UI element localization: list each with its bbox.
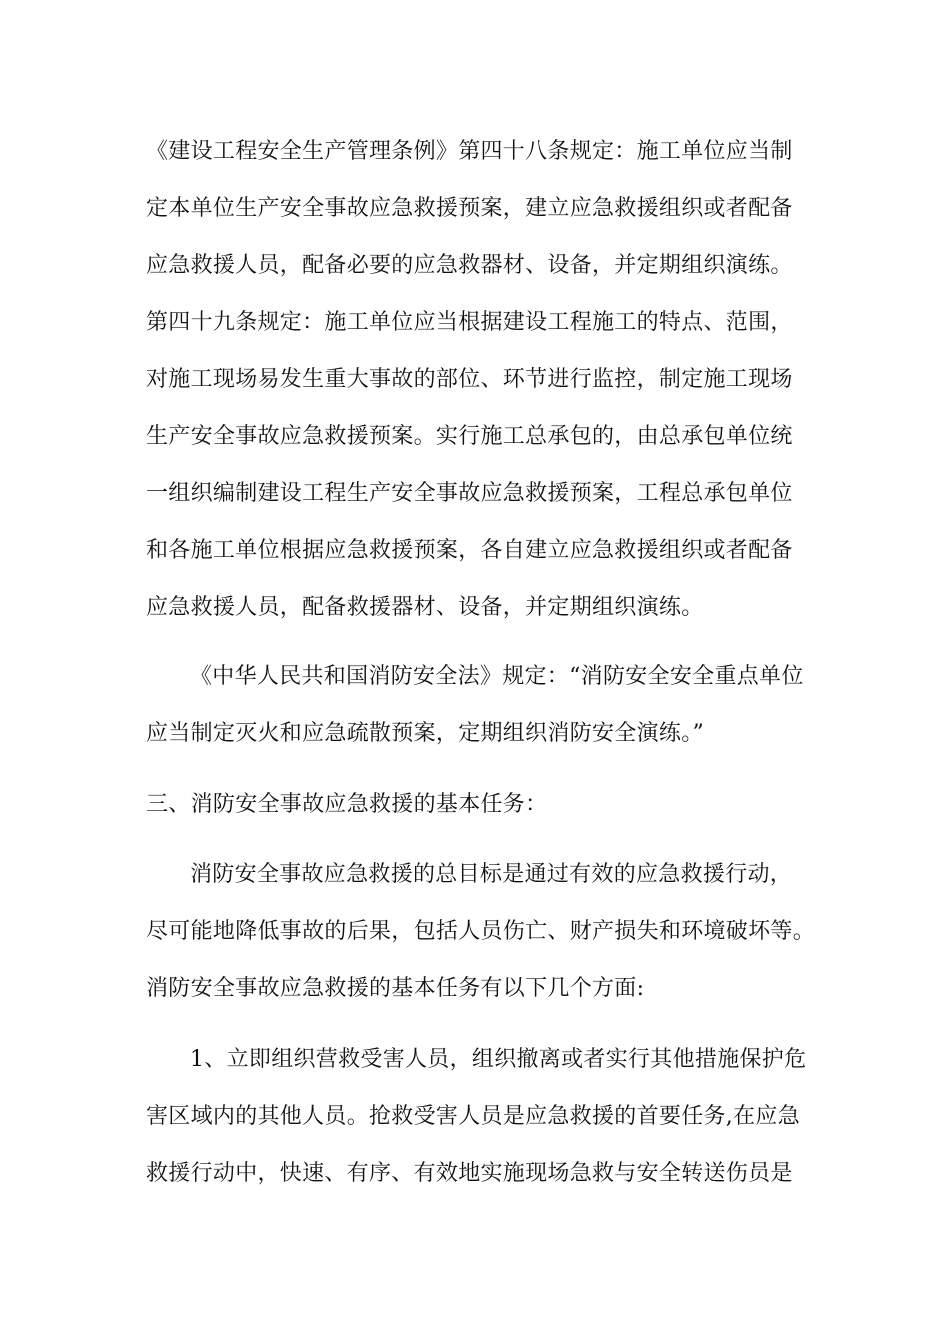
text-line-7: 一组织编制建设工程生产安全事故应急救援预案，工程总承包单位 xyxy=(146,481,793,506)
text-line-2: 定本单位生产安全事故应急救援预案，建立应急救援组织或者配备 xyxy=(146,196,793,221)
text-line-8: 和各施工单位根据应急救援预案，各自建立应急救援组织或者配备 xyxy=(146,538,793,563)
text-line-9: 应急救援人员，配备救援器材、设备，并定期组织演练。 xyxy=(146,595,704,620)
text-line-1: 《建设工程安全生产管理条例》第四十八条规定：施工单位应当制 xyxy=(146,139,793,164)
text-line-13: 消防安全事故应急救援的总目标是通过有效的应急救援行动， xyxy=(190,862,793,887)
text-line-3: 应急救援人员，配备必要的应急救器材、设备，并定期组织演练。 xyxy=(146,253,793,278)
text-line-6: 生产安全事故应急救援预案。实行施工总承包的，由总承包单位统 xyxy=(146,424,793,449)
text-line-4: 第四十九条规定：施工单位应当根据建设工程施工的特点、范围， xyxy=(146,310,793,335)
text-line-15: 消防安全事故应急救援的基本任务有以下几个方面: xyxy=(146,976,645,1001)
text-line-10: 《中华人民共和国消防安全法》规定：“消防安全安全重点单位 xyxy=(190,664,804,689)
text-line-16: 1、立即组织营救受害人员，组织撤离或者实行其他措施保护危 xyxy=(190,1047,807,1072)
section-heading: 三、消防安全事故应急救援的基本任务： xyxy=(146,792,548,817)
text-line-5: 对施工现场易发生重大事故的部位、环节进行监控，制定施工现场 xyxy=(146,367,793,392)
text-line-17: 害区域内的其他人员。抢救受害人员是应急救援的首要任务,在应急 xyxy=(146,1104,800,1129)
text-line-18: 救援行动中，快速、有序、有效地实施现场急救与安全转送伤员是 xyxy=(146,1161,793,1186)
text-line-14: 尽可能地降低事故的后果，包括人员伤亡、财产损失和环境破坏等。 xyxy=(146,919,816,944)
text-line-11: 应当制定灭火和应急疏散预案，定期组织消防安全演练。” xyxy=(146,721,705,746)
